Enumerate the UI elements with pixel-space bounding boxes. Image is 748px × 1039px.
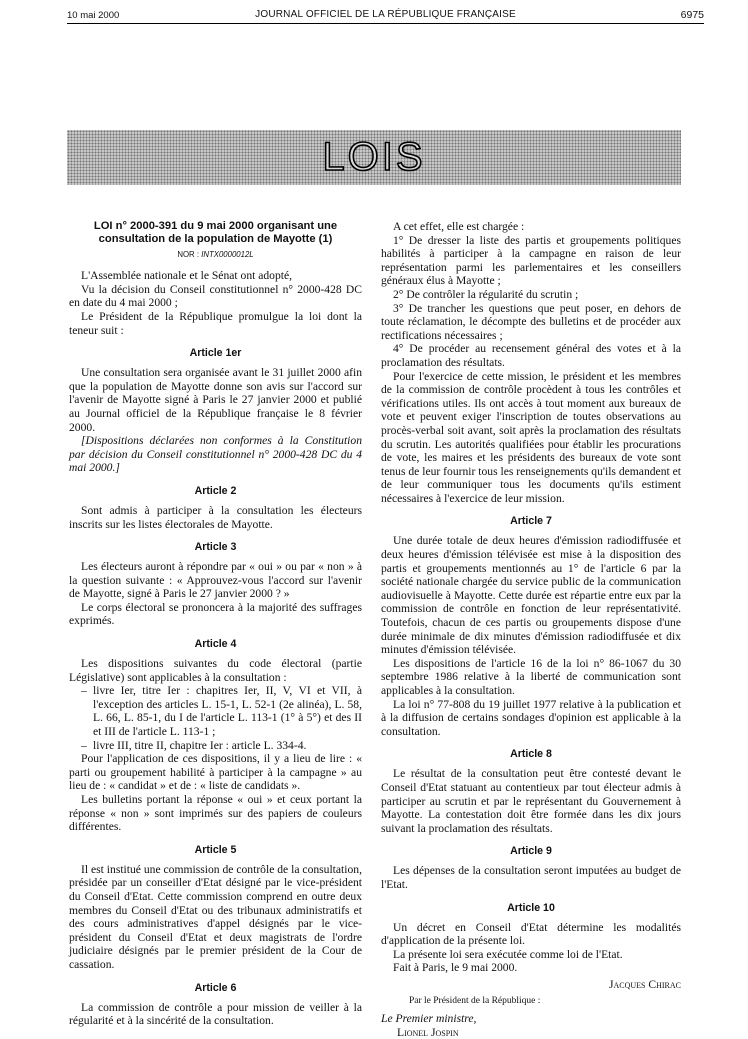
article-paragraph: Pour l'exercice de cette mission, le président et les membres de la commission de contrôle procèdent à tous les contrôles et vérifications utiles. Ils ont accès à tout moment aux bureaux de vote et peuvent exiger l'inscription de toutes observations au procès-verbal soit avant, soit après la proclamation des résultats du scrutin. Les autorités qualifiées pour établir les procurations de vote, les maires et les présidents des bureaux de vote sont tenus de leur fournir tous les renseignements qu'ils demandent et de leur communiquer tous les documents qu'ils estiment nécessaires à l'exercice de leur mission. (381, 369, 681, 505)
closing-execute: La présente loi sera exécutée comme loi de l'Etat. (393, 947, 623, 961)
nor-code: INTX0000012L (201, 249, 254, 259)
article-paragraph: Une consultation sera organisée avant le 31 juillet 2000 afin que la population de Mayotte donne son avis sur l'accord sur l'avenir de Mayotte signé à Paris le 27 janvier 2000 et publié au Journal officiel de la République française le 8 février 2000. (69, 366, 362, 434)
article-heading: Article 5 (194, 843, 237, 856)
article-paragraph: Une durée totale de deux heures d'émission radiodiffusée et deux heures d'émission télévisée est mise à la disposition des partis et groupements mentionnés au 1° de l'article 6 par la société nationale chargée du service public de la communication audiovisuelle à Mayotte. Cette durée est répartie entre eux par la commission de contrôle en fonction de leur représentativité. Toutefois, chacun de ces partis ou groupements dispose d'une durée minimale de dix minutes d'émission radiodiffusée et dix minutes d'émission télévisée. (381, 534, 681, 657)
page-header (67, 8, 704, 24)
article-paragraph: La commission de contrôle a pour mission de veiller à la régularité et à la sincérité de la consultation. (69, 1000, 362, 1028)
signature-president: Jacques Chirac (608, 977, 681, 991)
article-heading: Article 4 (194, 638, 237, 651)
preamble-line: L'Assemblée nationale et le Sénat ont adopté, (81, 269, 293, 283)
prime-minister-title: Le Premier ministre, (381, 1012, 477, 1026)
closing-place-date: Fait à Paris, le 9 mai 2000. (393, 961, 518, 975)
article-heading: Article 3 (194, 541, 237, 554)
article-paragraph: Sont admis à participer à la consultation les électeurs inscrits sur les listes électorales de Mayotte. (69, 503, 362, 531)
list-item: – livre III, titre II, chapitre Ier : article L. 334-4. (69, 739, 362, 753)
article-paragraph: Pour l'application de ces dispositions, il y a lieu de lire : « parti ou groupement habilité à participer à la campagne » au lieu de : « candidat » et de : « liste de candidats ». (69, 752, 362, 793)
article-heading: Article 7 (510, 515, 552, 528)
article-paragraph: 4° De procéder au recensement général des votes et à la proclamation des résultats. (381, 342, 681, 369)
article-heading: Article 6 (194, 981, 237, 994)
article-heading: Article 9 (510, 845, 552, 858)
article-paragraph: Les bulletins portant la réponse « oui » et ceux portant la réponse « non » sont imprimés sur des papiers de couleurs différentes. (69, 793, 362, 834)
article-paragraph: Les dépenses de la consultation seront imputées au budget de l'Etat. (381, 864, 681, 891)
law-title: LOI n° 2000-391 du 9 mai 2000 organisant une consultation de la population de Mayotte (1) (93, 220, 338, 245)
article-heading: Article 10 (507, 901, 555, 914)
issue-date: 10 mai 2000 (67, 10, 120, 21)
article-heading: Article 1er (189, 347, 242, 360)
article-paragraph: Le résultat de la consultation peut être contesté devant le Conseil d'Etat statuant au contentieux par tout électeur admis à participer au scrutin et par le représentant du Gouvernement à Mayotte. La contestation doit être formée dans les dix jours suivant la proclamation des résultats. (381, 767, 681, 835)
article-paragraph: Les dispositions de l'article 16 de la loi n° 86-1067 du 30 septembre 1986 relative à la liberté de communication sont applicables à la consultation. (381, 656, 681, 697)
article-paragraph: A cet effet, elle est chargée : (393, 220, 525, 233)
article-paragraph: La loi n° 77-808 du 19 juillet 1977 relative à la publication et à la diffusion de certains sondages d'opinion est applicable à la consultation. (381, 697, 681, 738)
article-paragraph: Les électeurs auront à répondre par « oui » ou par « non » à la question suivante : « Approuvez-vous l'accord sur l'avenir de Mayotte, signé à Paris le 27 janvier 2000 ? » (69, 560, 362, 601)
preamble-line: Vu la décision du Conseil constitutionnel n° 2000-428 DC en date du 4 mai 2000 ; (69, 282, 362, 310)
list-item: – livre Ier, titre Ier : chapitres Ier, II, V, VI et VII, à l'exception des articles L. 15-1, L. 52-1 (2e alinéa), L. 58, L. 66, L. 85-1, du I de l'article L. 113-1 (1° à 5°) et des II et III de l'article L. 113-1 ; (69, 684, 362, 738)
page-number: 6975 (680, 9, 704, 21)
article-paragraph: 3° De trancher les questions que peut poser, en dehors de toute réclamation, le décompte des bulletins et de procéder aux rectifications nécessaires ; (381, 301, 681, 342)
article-paragraph: 1° De dresser la liste des partis et groupements politiques habilités à participer à la campagne en raison de leur représentation parmi les parlementaires et les conseillers généraux élus à Mayotte ; (381, 233, 681, 288)
section-banner-title: LOIS (322, 135, 426, 179)
article-paragraph: Les dispositions suivantes du code électoral (partie Législative) sont applicables à la consultation : (69, 657, 362, 684)
article-paragraph: Il est institué une commission de contrôle de la consultation, présidée par un conseiller d'Etat désigné par le vice-président du Conseil d'Etat. Cette commission comprend en outre deux membres du Conseil d'Etat ou des tribunaux administratifs et des cours administratives d'appel désignés par le vice-président du Conseil d'Etat et deux magistrats de l'ordre judiciaire désignés par le premier président de la Cour de cassation. (69, 862, 362, 971)
section-banner (67, 130, 681, 185)
column-left (69, 220, 362, 1028)
article-heading: Article 8 (510, 748, 552, 761)
journal-title: JOURNAL OFFICIEL DE LA RÉPUBLIQUE FRANÇAISE (255, 9, 516, 20)
signature-prime-minister: Lionel Jospin (397, 1025, 459, 1039)
by-president-label: Par le Président de la République : (409, 995, 541, 1006)
preamble-line: Le Président de la République promulgue la loi dont la teneur suit : (69, 309, 362, 337)
article-paragraph: Un décret en Conseil d'Etat détermine les modalités d'application de la présente loi. (381, 920, 681, 948)
article-paragraph: 2° De contrôler la régularité du scrutin ; (393, 287, 579, 301)
header-rule (67, 23, 704, 24)
article-note: [Dispositions déclarées non conformes à la Constitution par décision du Conseil constitutionnel n° 2000-428 DC du 4 mai 2000.] (69, 434, 362, 475)
column-right (381, 220, 681, 1039)
nor-reference (69, 248, 362, 262)
article-heading: Article 2 (194, 484, 237, 497)
nor-label: NOR : (177, 249, 200, 259)
article-paragraph: Le corps électoral se prononcera à la majorité des suffrages exprimés. (69, 600, 362, 628)
